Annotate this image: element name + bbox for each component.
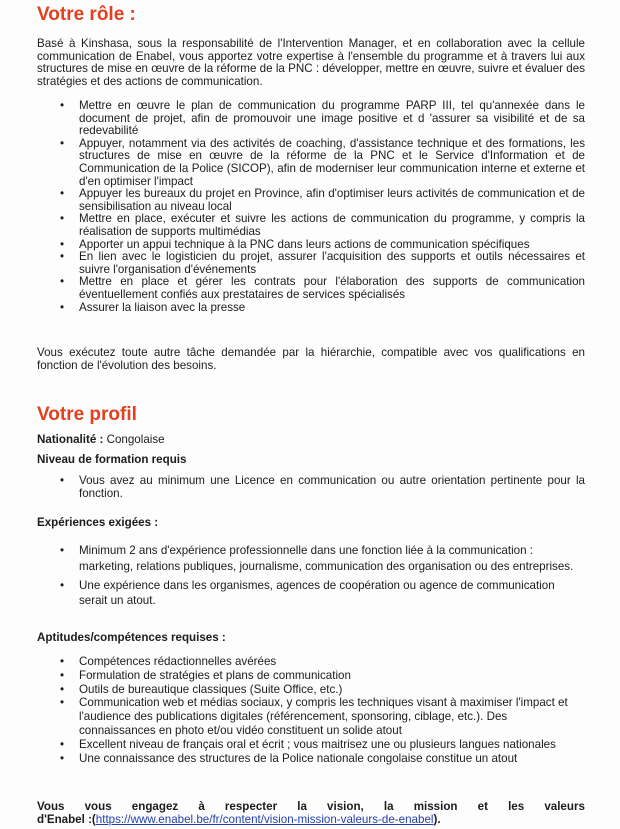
- education-label: Niveau de formation requis: [37, 453, 187, 466]
- role-task-list: [37, 100, 585, 314]
- experience-list: [37, 543, 585, 612]
- role-heading: Votre rôle :: [37, 4, 136, 25]
- education-list: [37, 475, 585, 500]
- list-item: • Formulation de stratégies et plans de communication: [37, 669, 585, 683]
- commitment-line-1: Vous vous engagez à respecter la vision, la mission et les valeurs: [37, 800, 585, 813]
- nationality-line: [37, 433, 165, 446]
- skills-label: Aptitudes/compétences requises :: [37, 631, 226, 644]
- list-item: • En lien avec le logisticien du projet, assurer l'acquisition des supports et outils nécessaires et suivre l'organisation d'événements: [37, 251, 585, 276]
- list-item: • Une connaissance des structures de la Police nationale congolaise constitue un atout: [37, 752, 585, 766]
- list-item: • Une expérience dans les organismes, agences de coopération ou agence de communication serait un atout.: [37, 578, 585, 610]
- list-item: • Compétences rédactionnelles avérées: [37, 655, 585, 669]
- enabel-values-link[interactable]: https://www.enabel.be/fr/content/vision-mission-valeurs-de-enabel: [95, 813, 434, 826]
- list-item: • Mettre en place et gérer les contrats pour l'élaboration des supports de communication éventuellement confiés aux prestataires de services spécialisés: [37, 276, 585, 301]
- profile-heading: Votre profil: [37, 404, 137, 425]
- role-intro: Basé à Kinshasa, sous la responsabilité de l'Intervention Manager, et en collaboration avec la cellule communication de Enabel, vous apportez votre expertise à l'ensemble du programme et à travers lui aux structures de mise en œuvre de la réforme de la PNC : développer, mettre en œuvre, suivre et évaluer des stratégies et des actions de communication.: [37, 37, 585, 88]
- list-item: • Mettre en place, exécuter et suivre les actions de communication du programme, y compris la réalisation de supports multimédias: [37, 213, 585, 238]
- list-item: • Assurer la liaison avec la presse: [37, 302, 585, 315]
- list-item: • Appuyer, notamment via des activités de coaching, d'assistance technique et des formations, les structures de mise en œuvre de la réforme de la PNC et le Service d'Information et de Communication de la Police (SICOP), afin de moderniser leur communication interne et externe et d'en optimiser l'impact: [37, 138, 585, 188]
- role-outro: Vous exécutez toute autre tâche demandée par la hiérarchie, compatible avec vos qualifications en fonction de l'évolution des besoins.: [37, 346, 585, 372]
- list-item: • Excellent niveau de français oral et écrit ; vous maitrisez une ou plusieurs langues nationales: [37, 738, 585, 752]
- list-item: • Vous avez au minimum une Licence en communication ou autre orientation pertinente pour la fonction.: [37, 475, 585, 500]
- list-item: • Mettre en œuvre le plan de communication du programme PARP III, tel qu'annexée dans le document de projet, afin de promouvoir une image positive et d 'assurer sa visibilité et de sa redevabilité: [37, 100, 585, 138]
- nationality-label: Nationalité :: [37, 433, 104, 446]
- commitment-line-2: d'Enabel :(https://www.enabel.be/fr/content/vision-mission-valeurs-de-enabel).: [37, 813, 441, 826]
- skills-list: [37, 655, 585, 765]
- list-item: • Apporter un appui technique à la PNC dans leurs actions de communication spécifiques: [37, 239, 585, 252]
- list-item: • Outils de bureautique classiques (Suite Office, etc.): [37, 683, 585, 697]
- experience-label: Expériences exigées :: [37, 516, 159, 529]
- nationality-value: Congolaise: [103, 433, 165, 446]
- list-item: • Appuyer les bureaux du projet en Province, afin d'optimiser leurs activités de communication et de sensibilisation au niveau local: [37, 188, 585, 213]
- commitment-statement: [37, 800, 585, 826]
- list-item: • Minimum 2 ans d'expérience professionnelle dans une fonction liée à la communication : marketing, relations publiques, journalisme, communication des organisation ou des entreprises.: [37, 543, 585, 575]
- list-item: • Communication web et médias sociaux, y compris les techniques visant à maximiser l'impact et l'audience des publications digitales (référencement, sponsoring, ciblage, etc.). Des connaissances en photo et/ou vidéo constituent un solide atout: [37, 696, 585, 737]
